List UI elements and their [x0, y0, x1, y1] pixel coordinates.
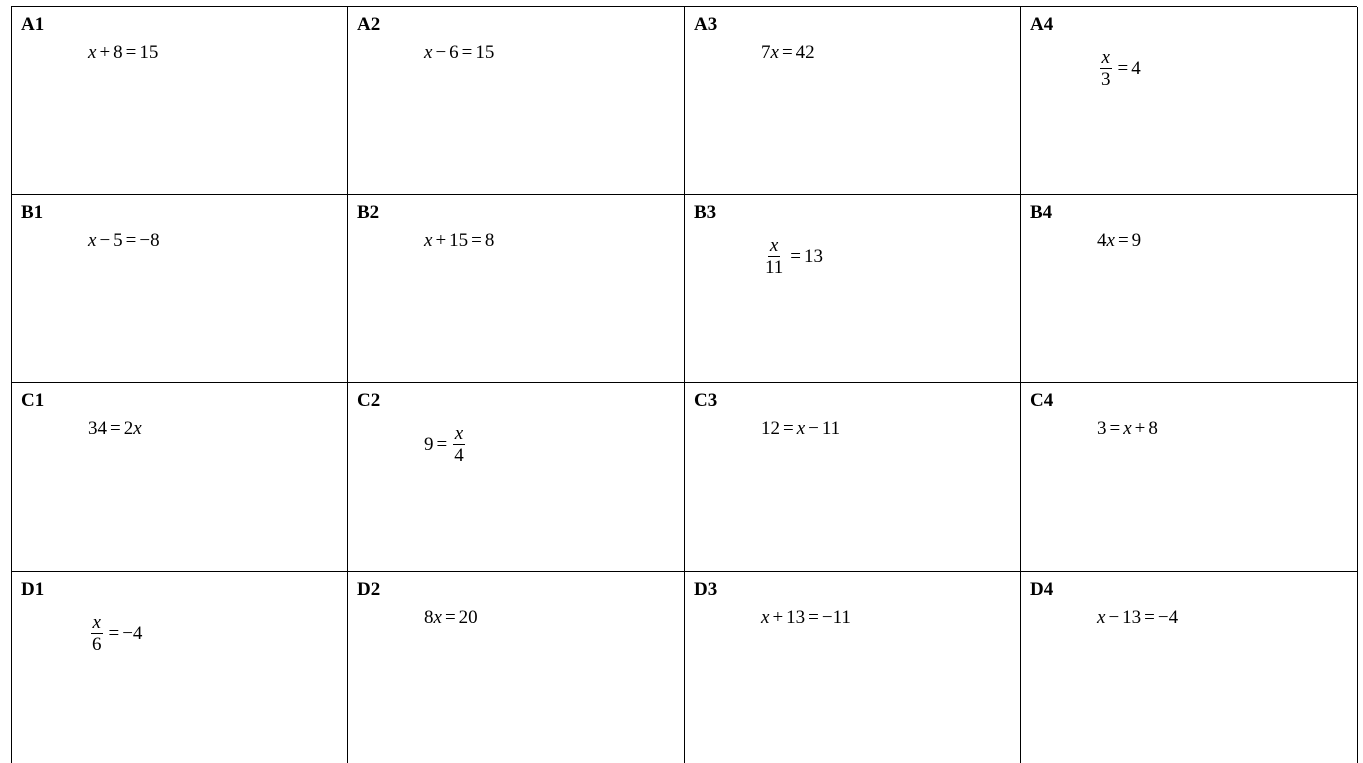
number: 15 — [475, 42, 495, 63]
variable: x — [433, 607, 442, 628]
cell-a2 — [348, 7, 685, 195]
number: 42 — [795, 42, 815, 63]
number: 9 — [424, 433, 434, 455]
cell-d1 — [12, 572, 348, 763]
number: −11 — [821, 607, 851, 628]
cell-label: C4 — [1030, 390, 1054, 411]
number: 4 — [1131, 57, 1141, 79]
equals-sign: = — [461, 42, 473, 63]
equation — [424, 607, 478, 629]
equals-sign: = — [808, 607, 819, 628]
cell-label: C1 — [21, 390, 45, 411]
cell-b1 — [12, 195, 348, 383]
equals-sign: = — [444, 607, 456, 628]
equals-sign: = — [436, 433, 448, 455]
fraction — [452, 423, 466, 466]
number: 8 — [424, 607, 434, 628]
cell-label: D3 — [694, 579, 718, 600]
fraction-numerator: x — [1101, 47, 1110, 68]
equation — [424, 42, 494, 64]
number: 20 — [458, 607, 478, 628]
cell-d3 — [685, 572, 1021, 763]
number: −8 — [139, 230, 160, 251]
variable: x — [424, 230, 433, 251]
equals-sign: = — [1109, 418, 1121, 439]
number: 34 — [88, 418, 107, 439]
fraction — [763, 235, 785, 278]
cell-label: A1 — [21, 14, 45, 35]
equals-sign: = — [108, 622, 120, 644]
equation — [1097, 418, 1158, 440]
cell-b3 — [685, 195, 1021, 383]
number: 5 — [113, 230, 123, 251]
equals-sign: = — [1144, 607, 1155, 628]
fraction — [1099, 47, 1113, 90]
number: 13 — [786, 607, 806, 628]
number: −4 — [122, 622, 143, 644]
number: 8 — [113, 42, 123, 63]
equation — [1097, 607, 1178, 629]
operator: − — [808, 418, 819, 439]
variable: x — [1097, 607, 1106, 628]
equals-sign: = — [1117, 230, 1129, 251]
number: 6 — [449, 42, 459, 63]
number: 15 — [449, 230, 469, 251]
number: −4 — [1157, 607, 1179, 628]
variable: x — [761, 607, 770, 628]
equals-sign: = — [790, 245, 802, 267]
number: 12 — [761, 418, 780, 439]
equals-sign: = — [125, 42, 137, 63]
equals-sign: = — [471, 230, 482, 251]
cell-label: B1 — [21, 202, 44, 223]
number: 4 — [1097, 230, 1107, 251]
equation — [424, 230, 494, 252]
equation — [1097, 47, 1141, 90]
number: 15 — [139, 42, 159, 63]
variable: x — [796, 418, 806, 439]
cell-b2 — [348, 195, 685, 383]
equals-sign: = — [110, 418, 121, 439]
equation — [761, 607, 851, 629]
equals-sign: = — [1117, 57, 1129, 79]
cell-b4 — [1021, 195, 1358, 383]
variable: x — [1123, 418, 1132, 439]
equation-grid — [11, 6, 1357, 763]
operator: + — [99, 42, 111, 63]
number: 3 — [1097, 418, 1107, 439]
cell-label: B4 — [1030, 202, 1053, 223]
equation — [761, 235, 823, 278]
cell-d4 — [1021, 572, 1358, 763]
cell-c2 — [348, 383, 685, 572]
cell-label: D2 — [357, 579, 381, 600]
cell-label: D4 — [1030, 579, 1054, 600]
cell-label: C3 — [694, 390, 718, 411]
equation — [761, 42, 815, 64]
number: 13 — [1122, 607, 1142, 628]
equals-sign: = — [781, 42, 793, 63]
operator: − — [1108, 607, 1120, 628]
cell-c3 — [685, 383, 1021, 572]
cell-label: D1 — [21, 579, 45, 600]
operator: + — [772, 607, 784, 628]
fraction-numerator: x — [454, 423, 464, 444]
cell-label: B3 — [694, 202, 717, 223]
cell-label: A4 — [1030, 14, 1054, 35]
equation — [88, 418, 142, 440]
number: 7 — [761, 42, 771, 63]
number: 8 — [1148, 418, 1158, 439]
variable: x — [1106, 230, 1115, 251]
cell-label: B2 — [357, 202, 380, 223]
variable: x — [88, 42, 97, 63]
variable: x — [770, 42, 779, 63]
fraction — [90, 612, 104, 655]
variable: x — [88, 230, 97, 251]
fraction-denominator: 6 — [92, 634, 102, 655]
fraction-numerator: x — [92, 612, 101, 633]
equals-sign: = — [783, 418, 794, 439]
cell-a3 — [685, 7, 1021, 195]
equation — [88, 230, 160, 252]
equals-sign: = — [125, 230, 137, 251]
equation — [1097, 230, 1141, 252]
equation — [424, 423, 468, 466]
fraction-numerator: x — [769, 235, 779, 256]
cell-a4 — [1021, 7, 1358, 195]
variable: x — [424, 42, 433, 63]
number: 13 — [804, 245, 824, 267]
cell-label: A2 — [357, 14, 381, 35]
operator: + — [435, 230, 447, 251]
cell-c4 — [1021, 383, 1358, 572]
number: 9 — [1131, 230, 1142, 251]
cell-c1 — [12, 383, 348, 572]
fraction-denominator: 3 — [1101, 69, 1111, 90]
equation — [88, 42, 158, 64]
operator: + — [1134, 418, 1146, 439]
number: 8 — [484, 230, 495, 251]
operator: − — [435, 42, 447, 63]
cell-label: A3 — [694, 14, 718, 35]
fraction-denominator: 4 — [454, 445, 464, 466]
cell-d2 — [348, 572, 685, 763]
variable: x — [133, 418, 142, 439]
operator: − — [99, 230, 111, 251]
number: 11 — [821, 418, 841, 439]
fraction-denominator: 11 — [765, 257, 784, 278]
cell-label: C2 — [357, 390, 381, 411]
cell-a1 — [12, 7, 348, 195]
equation — [761, 418, 840, 440]
equation — [88, 612, 142, 655]
number: 2 — [123, 418, 134, 439]
